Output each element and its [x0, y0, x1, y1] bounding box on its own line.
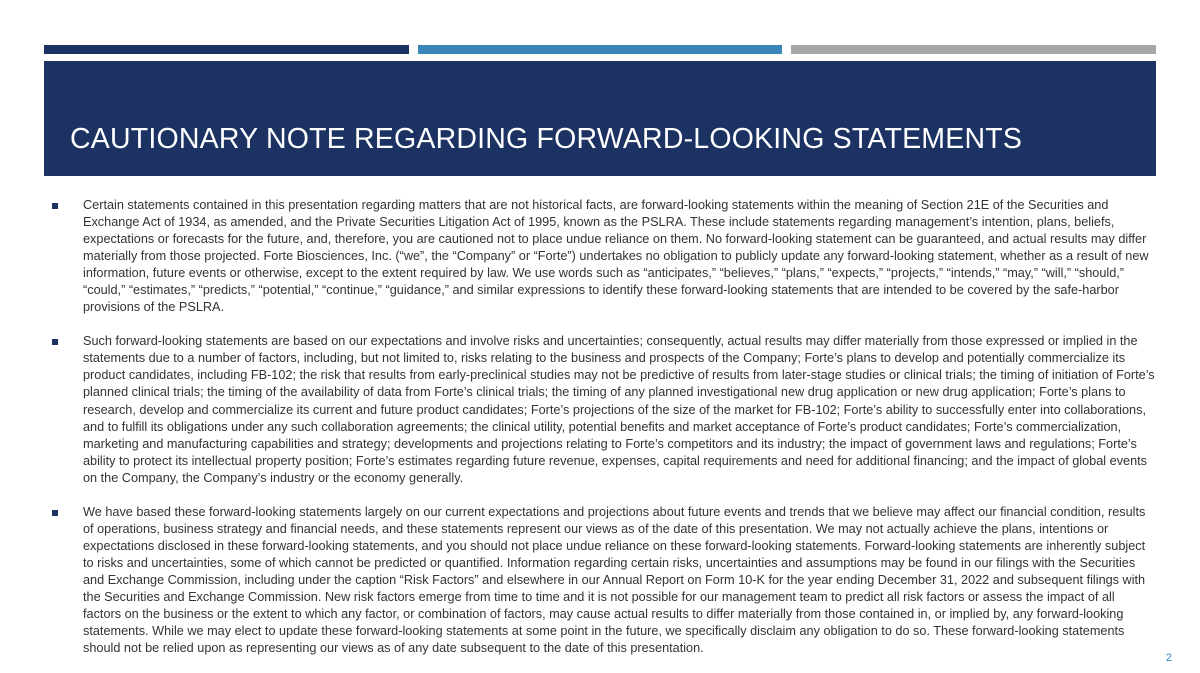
bullet-item: [52, 333, 1156, 486]
bullet-item: [52, 504, 1156, 657]
accent-bar-navy: [44, 45, 409, 54]
page-number: 2: [1165, 652, 1172, 664]
square-bullet-icon: [52, 510, 58, 516]
square-bullet-icon: [52, 203, 58, 209]
bullet-item: [52, 197, 1156, 316]
bullet-text: Such forward-looking statements are based on our expectations and involve risks and uncertainties; consequently, actual results may differ materially from those expressed or implied in the statements due to a number of factors, including, but not limited to, risks relating to the business and prospects of the Company; Forte’s plans to develop and potentially commercialize its product candidates, including FB-102; the risk that results from early-preclinical studies may not be predictive of results from later-stage studies or clinical trials; the timing of initiation of Forte’s planned clinical trials; the timing of the availability of data from Forte’s clinical trials; the timing of any planned investigational new drug application or new drug application; Forte’s plans to research, develop and commercialize its current and future product candidates; Forte’s projections of the size of the market for FB-102; Forte’s ability to successfully enter into collaborations, and to fulfill its obligations under any such collaboration agreements; the clinical utility, potential benefits and market acceptance of Forte’s product candidates; Forte’s commercialization, marketing and manufacturing capabilities and strategy; developments and projections relating to Forte’s competitors and its industry; the impact of government laws and regulations; Forte’s ability to protect its intellectual property position; Forte’s estimates regarding future revenue, expenses, capital requirements and need for additional financing; and the impact of global events on the Company, the Company’s industry or the economy generally.: [83, 334, 1155, 485]
bullet-text: Certain statements contained in this presentation regarding matters that are not historical facts, are forward-looking statements within the meaning of Section 21E of the Securities and Exchange Act of 1934, as amended, and the Private Securities Litigation Act of 1995, known as the PSLRA. These include statements regarding management’s intention, plans, beliefs, expectations or forecasts for the future, and, therefore, you are cautioned not to place undue reliance on them. No forward-looking statement can be guaranteed, and actual results may differ materially from those projected. Forte Biosciences, Inc. (“we”, the “Company” or “Forte”) undertakes no obligation to publicly update any forward-looking statement, whether as a result of new information, future events or otherwise, except to the extent required by law. We use words such as “anticipates,” “believes,” “plans,” “expects,” “projects,” “intends,” “may,” “will,” “should,” “could,” “estimates,” “predicts,” “potential,” “continue,” “guidance,” and similar expressions to identify these forward-looking statements that are intended to be covered by the safe-harbor provisions of the PSLRA.: [83, 198, 1149, 315]
square-bullet-icon: [52, 339, 58, 345]
disclaimer-content: [52, 197, 1156, 657]
bullet-text: We have based these forward-looking statements largely on our current expectations and projections about future events and trends that we believe may affect our financial condition, results of operations, business strategy and financial needs, and these statements represent our views as of the date of this presentation. We may not actually achieve the plans, intentions or expectations disclosed in these forward-looking statements, and you should not place undue reliance on these forward-looking statements. Forward-looking statements are inherently subject to risks and uncertainties, some of which cannot be predicted or quantified. Information regarding certain risks, uncertainties and assumptions may be found in our filings with the Securities and Exchange Commission, including under the caption “Risk Factors” and elsewhere in our Annual Report on Form 10-K for the year ending December 31, 2022 and subsequent filings with the Securities and Exchange Commission. New risk factors emerge from time to time and it is not possible for our management team to predict all risk factors or assess the impact of all factors on the business or the extent to which any factor, or combination of factors, may cause actual results to differ materially from those contained in, or implied by, any forward-looking statements. While we may elect to update these forward-looking statements at some point in the future, we specifically disclaim any obligation to do so. These forward-looking statements should not be relied upon as representing our views as of any date subsequent to the date of this presentation.: [83, 504, 1146, 656]
accent-bar-gray: [791, 45, 1156, 54]
title-band: [44, 61, 1156, 176]
slide-title: CAUTIONARY NOTE REGARDING FORWARD-LOOKING STATEMENTS: [70, 123, 1023, 155]
accent-bar-blue: [418, 45, 782, 54]
